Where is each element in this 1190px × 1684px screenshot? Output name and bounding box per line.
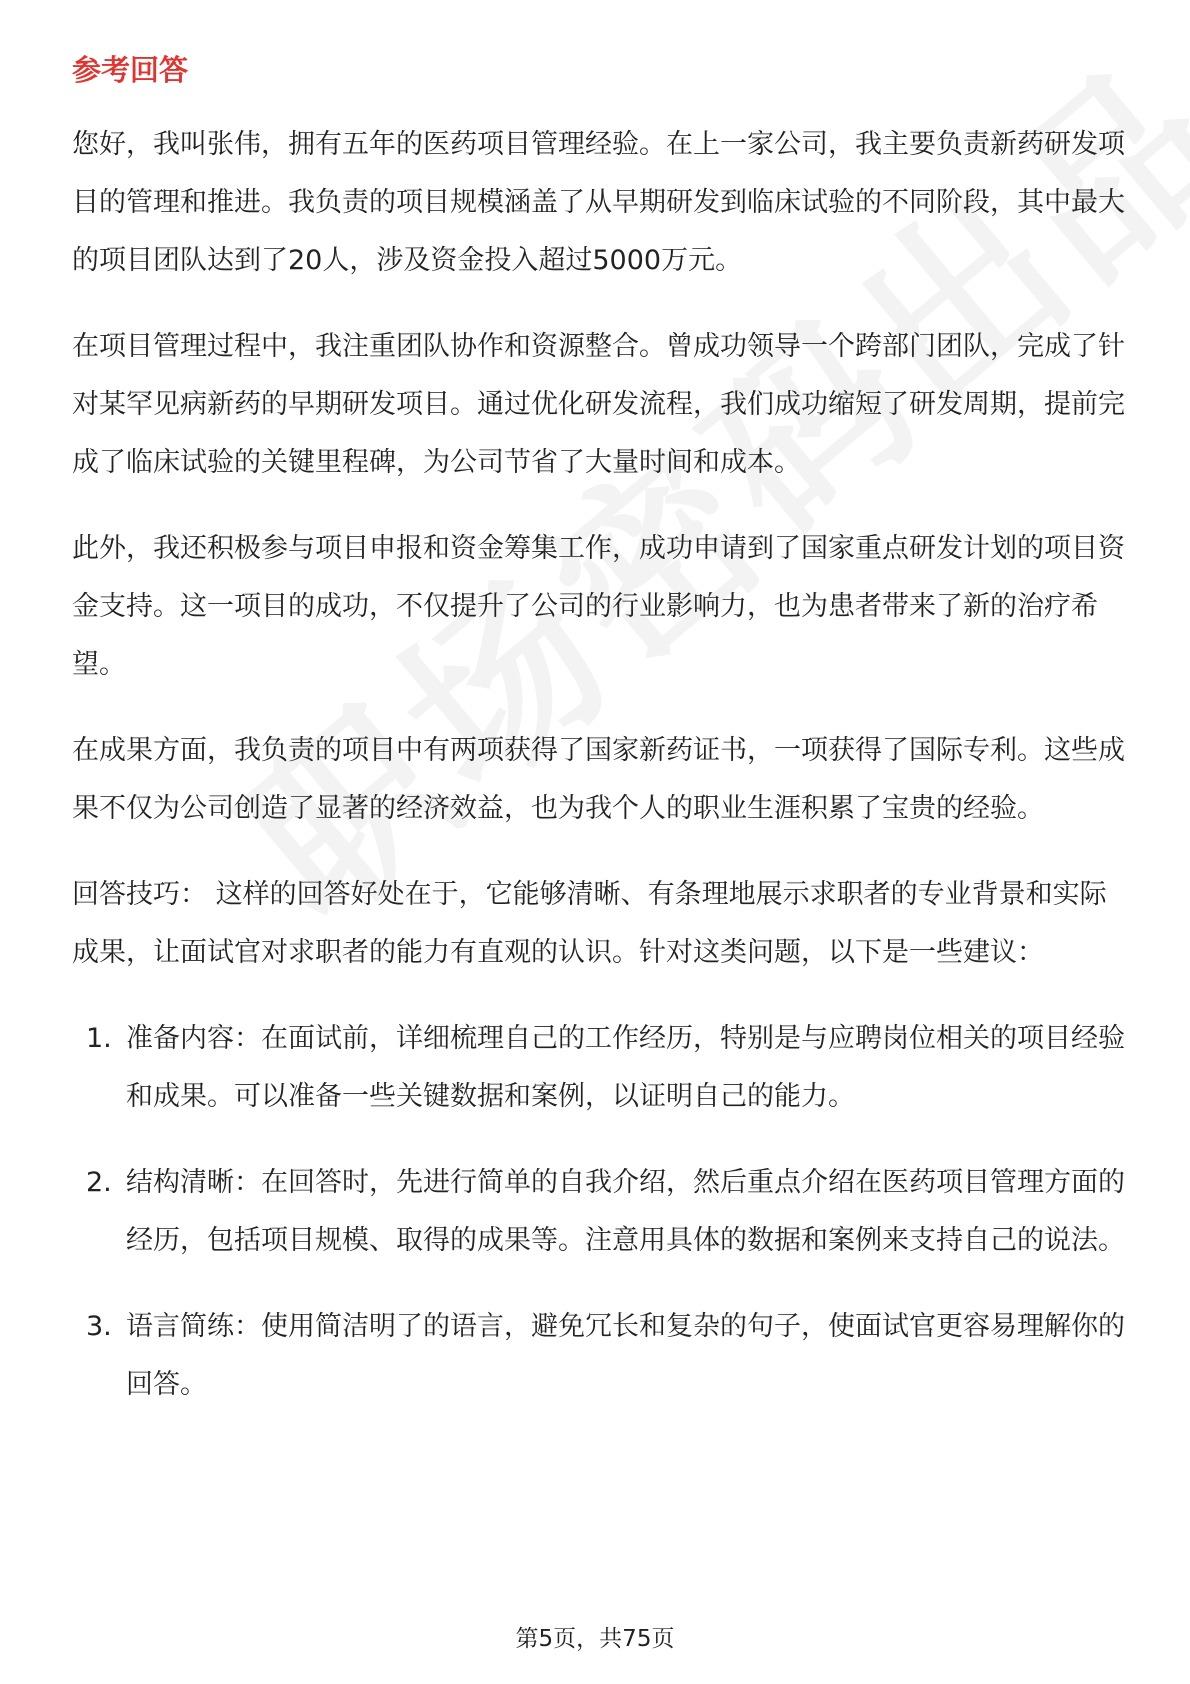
answer-content [72, 116, 1132, 1442]
paragraph-achievements: 在成果方面，我负责的项目中有两项获得了国家新药证书，一项获得了国际专利。这些成果不仅为公司创造了显著的经济效益，也为我个人的职业生涯积累了宝贵的经验。 [72, 735, 1125, 824]
list-item-text: 结构清晰：在回答时，先进行简单的自我介绍，然后重点介绍在医药项目管理方面的经历，包括项目规模、取得的成果等。注意用具体的数据和案例来支持自己的说法。 [126, 1167, 1125, 1256]
list-item-text: 准备内容：在面试前，详细梳理自己的工作经历，特别是与应聘岗位相关的项目经验和成果。可以准备一些关键数据和案例，以证明自己的能力。 [126, 1023, 1125, 1112]
paragraph-intro: 您好，我叫张伟，拥有五年的医药项目管理经验。在上一家公司，我主要负责新药研发项目的管理和推进。我负责的项目规模涵盖了从早期研发到临床试验的不同阶段，其中最大的项目团队达到了20人，涉及资金投入超过5000万元。 [72, 129, 1125, 276]
list-number: 1. [86, 1023, 112, 1054]
paragraph-management: 在项目管理过程中，我注重团队协作和资源整合。曾成功领导一个跨部门团队，完成了针对某罕见病新药的早期研发项目。通过优化研发流程，我们成功缩短了研发周期，提前完成了临床试验的关键里程碑，为公司节省了大量时间和成本。 [72, 331, 1125, 478]
section-title: 参考回答 [72, 53, 189, 87]
page-footer: 第5页，共75页 [515, 1626, 675, 1652]
list-item-text: 语言简练：使用简洁明了的语言，避免冗长和复杂的句子，使面试官更容易理解你的回答。 [126, 1311, 1125, 1400]
tips-list [72, 1010, 1132, 1414]
paragraph-funding: 此外，我还积极参与项目申报和资金筹集工作，成功申请到了国家重点研发计划的项目资金支持。这一项目的成功，不仅提升了公司的行业影响力，也为患者带来了新的治疗希望。 [72, 533, 1125, 680]
list-item [72, 1154, 1132, 1270]
list-number: 2. [86, 1167, 112, 1198]
list-item [72, 1010, 1132, 1126]
paragraph-tips-intro: 回答技巧： 这样的回答好处在于，它能够清晰、有条理地展示求职者的专业背景和实际成果，让面试官对求职者的能力有直观的认识。针对这类问题，以下是一些建议： [72, 879, 1107, 968]
list-number: 3. [86, 1311, 112, 1342]
list-item [72, 1298, 1132, 1414]
